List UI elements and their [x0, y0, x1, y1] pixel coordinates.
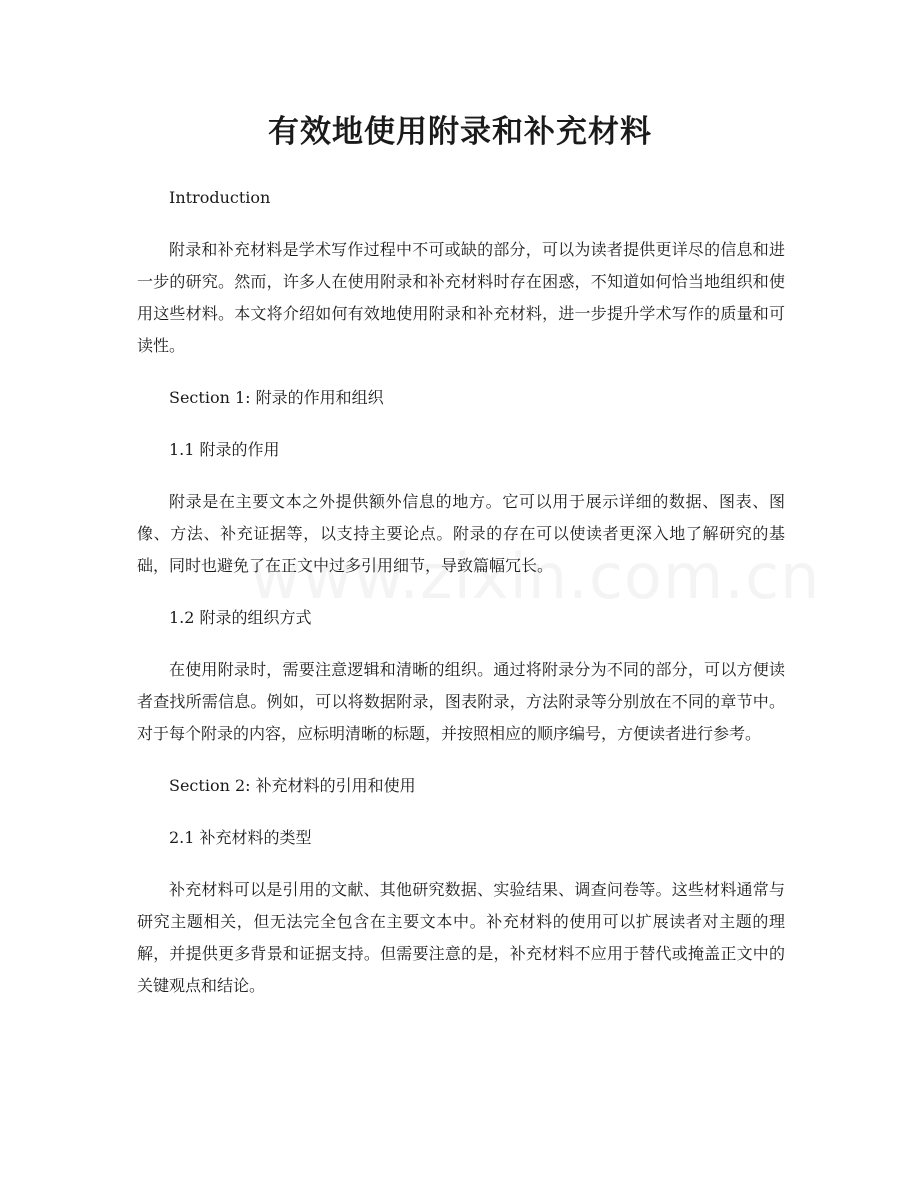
heading-section-1: Section 1: 附录的作用和组织	[169, 388, 384, 407]
paragraph-introduction: 附录和补充材料是学术写作过程中不可或缺的部分，可以为读者提供更详尽的信息和进一步的研究。然而，许多人在使用附录和补充材料时存在困惑，不知道如何恰当地组织和使用这些材料。本文将介绍如何有效地使用附录和补充材料，进一步提升学术写作的质量和可读性。	[137, 240, 785, 355]
document-title: 有效地使用附录和补充材料	[268, 114, 652, 150]
heading-section-2: Section 2: 补充材料的引用和使用	[169, 776, 416, 795]
heading-introduction: Introduction	[169, 188, 271, 207]
paragraph-1-1: 附录是在主要文本之外提供额外信息的地方。它可以用于展示详细的数据、图表、图像、方法、补充证据等，以支持主要论点。附录的存在可以使读者更深入地了解研究的基础，同时也避免了在正文中过多引用细节，导致篇幅冗长。	[137, 492, 785, 575]
paragraph-2-1: 补充材料可以是引用的文献、其他研究数据、实验结果、调查问卷等。这些材料通常与研究主题相关，但无法完全包含在主要文本中。补充材料的使用可以扩展读者对主题的理解，并提供更多背景和证据支持。但需要注意的是，补充材料不应用于替代或掩盖正文中的关键观点和结论。	[137, 880, 785, 995]
document-body	[137, 182, 785, 1002]
heading-2-1: 2.1 补充材料的类型	[169, 828, 312, 847]
paragraph-1-2: 在使用附录时，需要注意逻辑和清晰的组织。通过将附录分为不同的部分，可以方便读者查找所需信息。例如，可以将数据附录，图表附录，方法附录等分别放在不同的章节中。对于每个附录的内容，应标明清晰的标题，并按照相应的顺序编号，方便读者进行参考。	[137, 660, 785, 743]
heading-1-2: 1.2 附录的组织方式	[169, 608, 312, 627]
heading-1-1: 1.1 附录的作用	[169, 440, 280, 459]
